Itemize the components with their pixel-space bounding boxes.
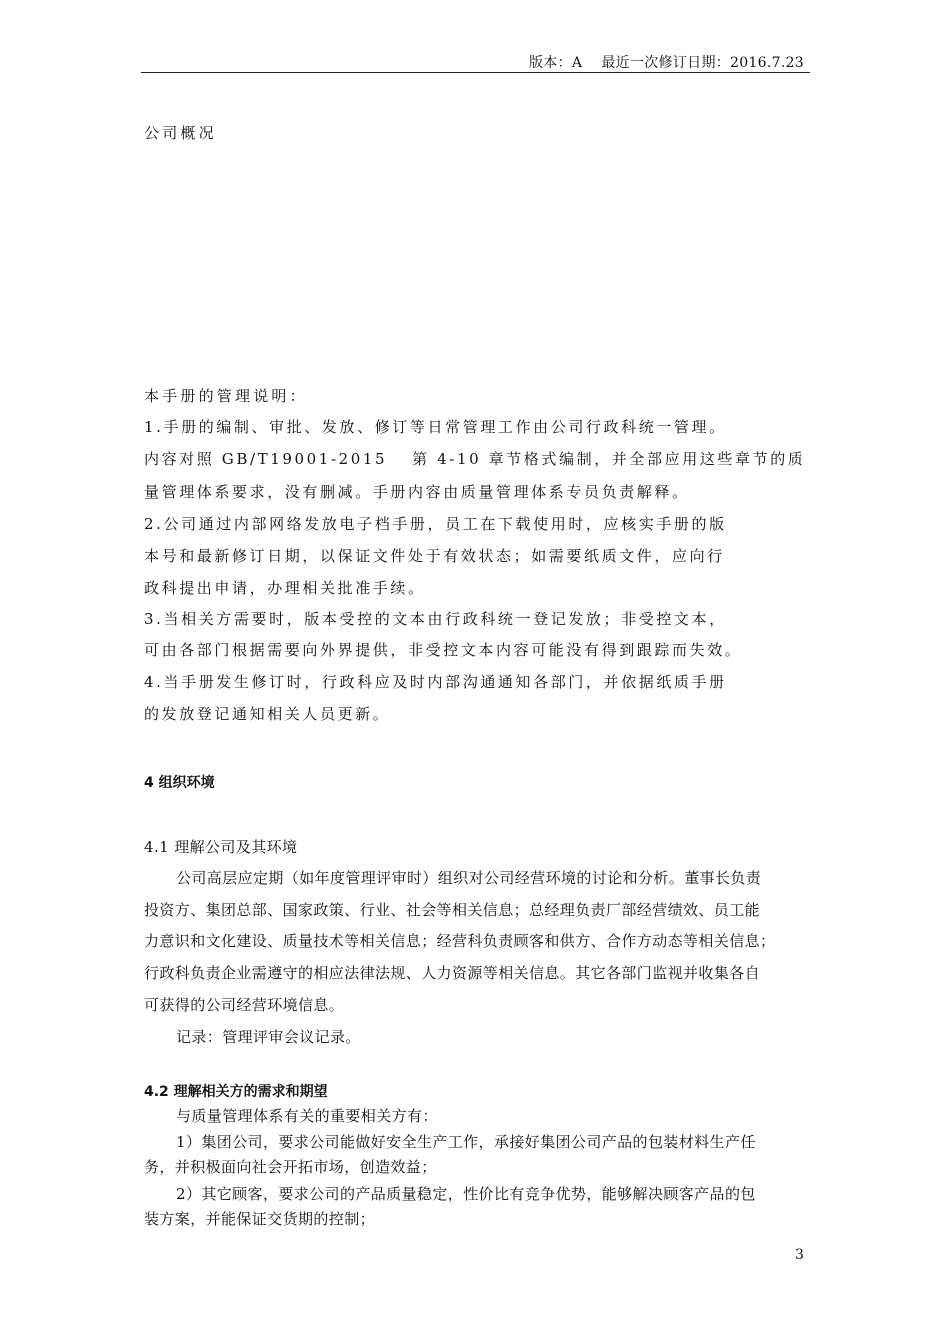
manual-line: 量管理体系要求，没有删减。手册内容由质量管理体系专员负责解释。 xyxy=(144,483,690,501)
page-header xyxy=(141,52,810,73)
section-4-2-line: 装方案，并能保证交货期的控制； xyxy=(144,1210,376,1228)
section-4-1-title: 4.1 理解公司及其环境 xyxy=(144,838,298,856)
manual-line: 政科提出申请，办理相关批准手续。 xyxy=(144,579,426,597)
manual-line: 的发放登记通知相关人员更新。 xyxy=(144,705,391,723)
manual-title: 本手册的管理说明： xyxy=(144,387,308,405)
section-4-2-line: 2）其它顾客，要求公司的产品质量稳定，性价比有竞争优势，能够解决顾客产品的包 xyxy=(176,1185,756,1203)
section-4-2-line: 1）集团公司，要求公司能做好安全生产工作，承接好集团公司产品的包装材料生产任 xyxy=(176,1133,756,1151)
section-4-2-line: 与质量管理体系有关的重要相关方有： xyxy=(176,1107,438,1125)
section-4-1-line: 可获得的公司经营环境信息。 xyxy=(144,996,345,1014)
section-4-1-line: 投资方、集团总部、国家政策、行业、社会等相关信息；总经理负责厂部经营绩效、员工能 xyxy=(144,901,761,919)
manual-line: 4.当手册发生修订时，行政科应及时内部沟通通知各部门，并依据纸质手册 xyxy=(144,673,727,691)
section-4-1-line: 力意识和文化建设、质量技术等相关信息；经营科负责顾客和供方、合作方动态等相关信息； xyxy=(144,932,776,950)
section-4-1-line: 行政科负责企业需遵守的相应法律法规、人力资源等相关信息。其它各部门监视并收集各自 xyxy=(144,964,761,982)
manual-line: 2.公司通过内部网络发放电子档手册，员工在下载使用时，应核实手册的版 xyxy=(144,515,727,533)
section-4-2-line: 务，并积极面向社会开拓市场，创造效益； xyxy=(144,1158,437,1176)
manual-line: 本号和最新修订日期，以保证文件处于有效状态；如需要纸质文件，应向行 xyxy=(144,547,725,565)
manual-line: 3.当相关方需要时，版本受控的文本由行政科统一登记发放；非受控文本， xyxy=(144,610,727,628)
section-4-1-record: 记录：管理评审会议记录。 xyxy=(176,1028,361,1046)
manual-line: 内容对照 GB/T19001-2015 第 4-10 章节格式编制，并全部应用这些章节的质 xyxy=(144,450,806,468)
manual-line: 可由各部门根据需要向外界提供，非受控文本内容可能没有得到跟踪而失效。 xyxy=(144,641,743,659)
manual-line: 1.手册的编制、审批、发放、修订等日常管理工作由公司行政科统一管理。 xyxy=(144,418,727,436)
overview-title: 公司概况 xyxy=(144,124,217,142)
header-version-date: 版本：A 最近一次修订日期：2016.7.23 xyxy=(528,55,804,71)
chapter-4-title: 4 组织环境 xyxy=(144,775,215,791)
section-4-1-line: 公司高层应定期（如年度管理评审时）组织对公司经营环境的讨论和分析。董事长负责 xyxy=(176,869,762,887)
section-4-2-title: 4.2 理解相关方的需求和期望 xyxy=(144,1084,328,1100)
page-number: 3 xyxy=(795,1247,804,1263)
